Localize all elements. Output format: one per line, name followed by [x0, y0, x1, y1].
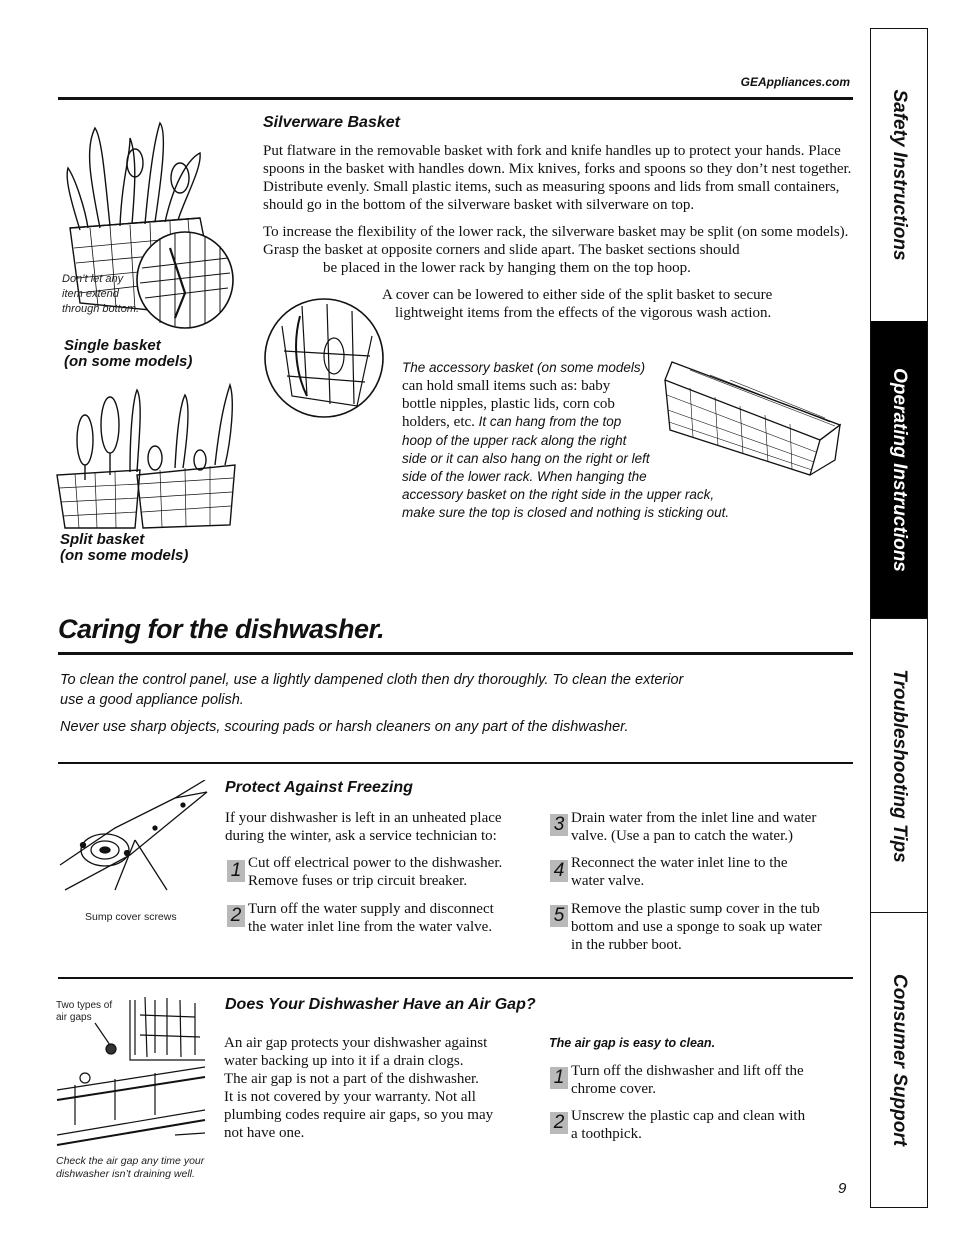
freezing-step-line: Cut off electrical power to the dishwasher.: [248, 855, 503, 871]
freezing-step-line: Remove the plastic sump cover in the tub: [571, 901, 820, 917]
freezing-step-text: [248, 900, 494, 936]
silverware-title: Silverware Basket: [263, 114, 400, 131]
freezing-step-line: Drain water from the inlet line and water: [571, 810, 817, 826]
accessory-line: can hold small items such as: baby: [402, 378, 611, 394]
accessory-line: hoop of the upper rack along the right: [402, 433, 627, 448]
sump-caption: Sump cover screws: [85, 911, 177, 923]
freezing-step-line: Turn off the water supply and disconnect: [248, 901, 494, 917]
air-gap-illustration: [55, 995, 210, 1153]
airgap-step-number: 2: [550, 1112, 568, 1134]
accessory-line: The accessory basket (on some models): [402, 360, 646, 375]
split-basket-label-line: Split basket: [60, 531, 145, 548]
freezing-title: Protect Against Freezing: [225, 779, 413, 796]
accessory-basket-illustration: [660, 360, 845, 480]
accessory-line: It can hang from the top: [474, 414, 622, 429]
extend-caption-line: through bottom.: [62, 303, 140, 315]
accessory-line: make sure the top is closed and nothing is sticking out.: [402, 505, 730, 520]
section-tabs: [870, 28, 928, 1208]
caring-title: Caring for the dishwasher.: [58, 614, 385, 644]
site-url: GEAppliances.com: [740, 75, 850, 89]
freezing-step-line: Reconnect the water inlet line to the: [571, 855, 788, 871]
caring-intro-line: To clean the control panel, use a lightly dampened cloth then dry thoroughly. To clean the exterior: [60, 672, 684, 688]
accessory-line: side or it can also hang on the right or left: [402, 451, 650, 466]
accessory-line: bottle nipples, plastic lids, corn cob: [402, 396, 615, 412]
split-basket-illustration: [55, 380, 240, 530]
airgap-body-line: The air gap is not a part of the dishwasher.: [224, 1071, 479, 1087]
airgap-body-line: not have one.: [224, 1125, 305, 1141]
airgap-check-caption-line: dishwasher isn’t draining well.: [56, 1168, 195, 1180]
freezing-step-text: [571, 900, 822, 954]
freezing-step-line: water valve.: [571, 873, 645, 889]
header-rule: [58, 97, 853, 100]
single-basket-label: [64, 338, 192, 370]
accessory-line: accessory basket on the right side in the upper rack,: [402, 487, 715, 502]
airgap-body-line: water backing up into it if a drain clogs.: [224, 1053, 464, 1069]
tab-troubleshooting-tips[interactable]: [871, 619, 927, 912]
silverware-paragraph-2-cont: be placed in the lower rack by hanging them on the top hoop.: [323, 260, 691, 276]
freezing-intro-line: If your dishwasher is left in an unheated place: [225, 810, 502, 826]
airgap-step-text: [571, 1107, 805, 1143]
accessory-line: side of the lower rack. When hanging the: [402, 469, 647, 484]
silverware-paragraph-2: To increase the flexibility of the lower rack, the silverware basket may be split (on some models). Grasp the basket at opposite corners and slide apart. The basket sections should: [263, 224, 849, 258]
freezing-step-text: [571, 809, 816, 845]
single-basket-label-line: (on some models): [64, 353, 193, 370]
freezing-step-line: the water inlet line from the water valve.: [248, 919, 493, 935]
cover-text-1: A cover can be lowered to either side of the split basket to secure: [382, 287, 773, 303]
freezing-intro-line: during the winter, ask a service technician to:: [225, 828, 497, 844]
airgap-body-line: plumbing codes require air gaps, so you may: [224, 1107, 494, 1123]
freezing-step-text: [248, 854, 502, 890]
extend-caption-line: Don’t let any: [62, 273, 124, 285]
single-basket-label-line: Single basket: [64, 337, 161, 354]
freezing-step-line: valve. (Use a pan to catch the water.): [571, 828, 793, 844]
airgap-rule: [58, 977, 853, 979]
airgap-step-number: 1: [550, 1067, 568, 1089]
tab-label: Operating Instructions: [889, 367, 910, 572]
freezing-step-line: Remove fuses or trip circuit breaker.: [248, 873, 468, 889]
silverware-paragraph-1: Put flatware in the removable basket with fork and knife handles up to protect your hands. Place spoons in the basket with handles down. Mix knives, forks and spoons so they don’t nest together. Distribute evenly. Small plastic items, such as measuring spoons and lids from small containers, should go in the bottom of the silverware basket with silverware on top.: [263, 143, 852, 213]
airgap-step-line: a toothpick.: [571, 1126, 642, 1142]
freezing-intro: [225, 809, 502, 845]
freezing-step-number: 2: [227, 905, 245, 927]
airgap-step-line: Turn off the dishwasher and lift off the: [571, 1063, 804, 1079]
airgap-check-caption-line: Check the air gap any time your: [56, 1155, 205, 1167]
sump-cover-illustration: [55, 780, 210, 905]
freezing-step-number: 1: [227, 860, 245, 882]
cover-text-2: lightweight items from the effects of the vigorous wash action.: [395, 305, 772, 321]
basket-cover-illustration: [262, 296, 386, 420]
freezing-step-line: in the rubber boot.: [571, 937, 682, 953]
airgap-easy-heading: The air gap is easy to clean.: [549, 1036, 716, 1050]
freezing-step-number: 5: [550, 905, 568, 927]
split-basket-label: [60, 532, 188, 564]
airgap-step-line: Unscrew the plastic cap and clean with: [571, 1108, 806, 1124]
page-number: 9: [838, 1180, 847, 1197]
split-basket-label-line: (on some models): [60, 547, 189, 564]
tab-operating-instructions[interactable]: [871, 321, 927, 618]
airgap-body: [224, 1034, 493, 1142]
caring-intro-line: use a good appliance polish.: [60, 692, 244, 708]
caring-intro-1: [60, 670, 683, 710]
freezing-step-number: 3: [550, 814, 568, 836]
airgap-body-line: An air gap protects your dishwasher against: [224, 1035, 488, 1051]
caring-rule: [58, 652, 853, 655]
freezing-rule: [58, 762, 853, 764]
extend-caption-line: item extend: [62, 288, 119, 300]
caring-intro-2: Never use sharp objects, scouring pads or harsh cleaners on any part of the dishwasher.: [60, 719, 629, 735]
freezing-step-number: 4: [550, 860, 568, 882]
airgap-body-line: It is not covered by your warranty. Not all: [224, 1089, 476, 1105]
tab-label: Safety Instructions: [889, 89, 910, 261]
tab-consumer-support[interactable]: [871, 913, 927, 1207]
airgap-check-caption: [56, 1155, 204, 1181]
airgap-types-caption-line: Two types of: [56, 1000, 113, 1011]
freezing-step-text: [571, 854, 788, 890]
tab-safety-instructions[interactable]: [871, 29, 927, 321]
airgap-title: Does Your Dishwasher Have an Air Gap?: [225, 996, 536, 1013]
accessory-line: holders, etc.: [402, 414, 475, 430]
tab-label: Troubleshooting Tips: [889, 668, 910, 863]
freezing-step-line: bottom and use a sponge to soak up water: [571, 919, 822, 935]
tab-label: Consumer Support: [889, 973, 910, 1147]
airgap-types-caption-line: air gaps: [56, 1012, 92, 1023]
airgap-step-line: chrome cover.: [571, 1081, 656, 1097]
extend-caption: [62, 272, 139, 317]
airgap-step-text: [571, 1062, 804, 1098]
